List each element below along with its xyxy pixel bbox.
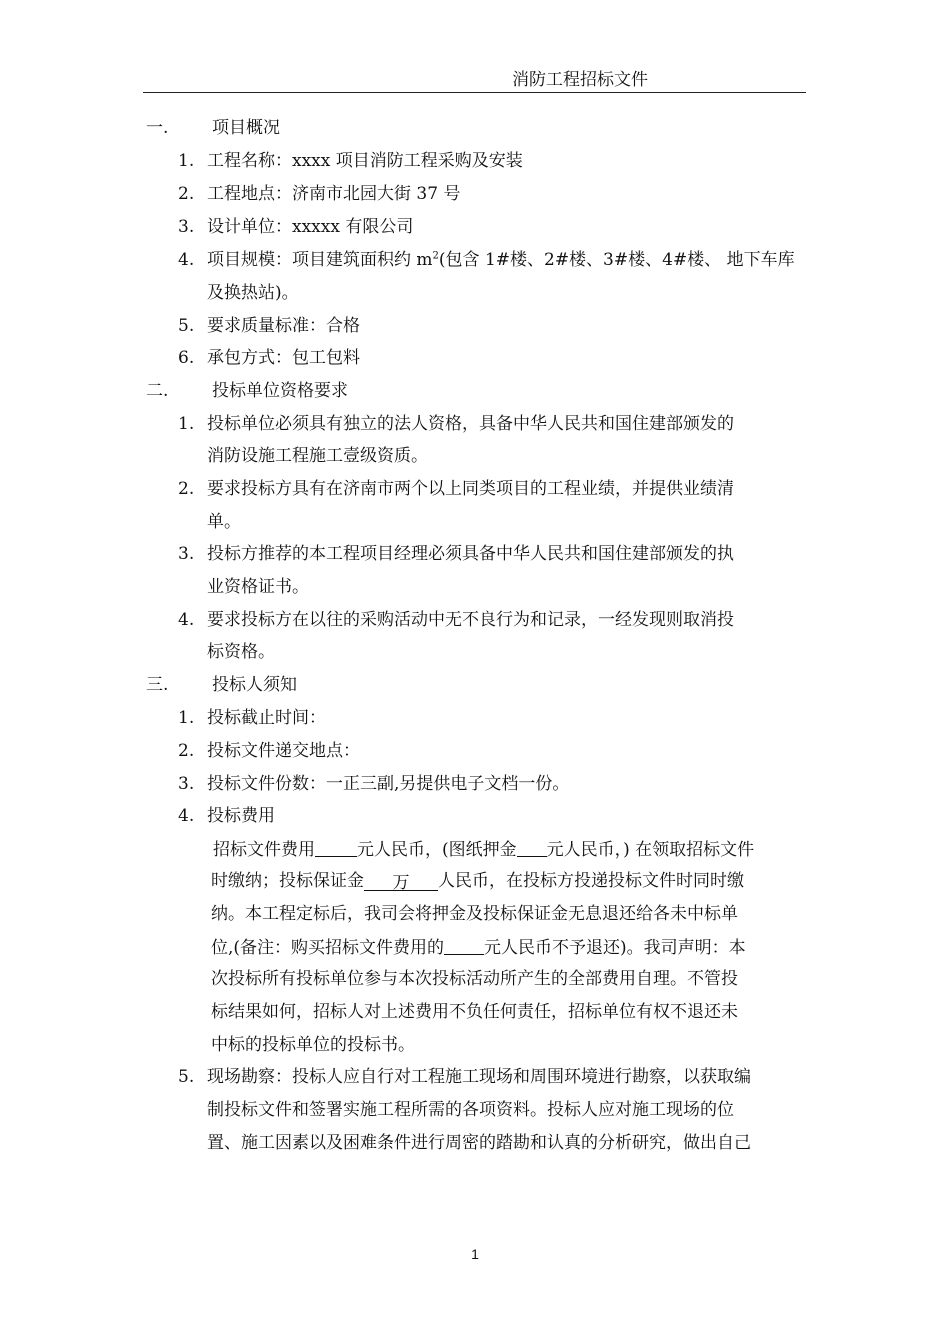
- item-continuation: 业资格证书。: [207, 577, 309, 597]
- item-text: 要求投标方具有在济南市两个以上同类项目的工程业绩，并提供业绩清: [207, 479, 734, 499]
- item-number: 3.: [178, 544, 195, 564]
- blank-underline: [517, 838, 547, 857]
- item-text: 要求投标方在以往的采购活动中无不良行为和记录，一经发现则取消投: [207, 610, 734, 630]
- item-text: 投标单位必须具有独立的法人资格，具备中华人民共和国住建部颁发的: [207, 414, 734, 434]
- paragraph-line: 标结果如何，招标人对上述费用不负任何责任，招标单位有权不退还未: [211, 1002, 738, 1022]
- item-number: 3.: [178, 217, 195, 237]
- section-title: 投标人须知: [212, 675, 297, 695]
- item-text: 投标方推荐的本工程项目经理必须具备中华人民共和国住建部颁发的执: [207, 544, 734, 564]
- item-text: 投标文件份数：一正三副,另提供电子文档一份。: [207, 774, 570, 794]
- section-heading-2: [146, 380, 348, 402]
- item-number: 1.: [178, 151, 195, 171]
- item-continuation: 消防设施工程施工壹级资质。: [207, 446, 428, 466]
- item-number: 3.: [178, 774, 195, 794]
- text-run: 时缴纳；投标保证金: [211, 871, 364, 891]
- text-run: 元人民币不予退还)。我司声明：本: [484, 938, 746, 958]
- section-heading-1: [146, 117, 280, 139]
- text-run: 人民币，在投标方投递投标文件时同时缴: [438, 871, 744, 891]
- item-number: 1.: [178, 708, 195, 728]
- paragraph-line: 次投标所有投标单位参与本次投标活动所产生的全部费用自理。不管投: [211, 969, 738, 989]
- paragraph-line: 中标的投标单位的投标书。: [211, 1035, 415, 1055]
- text-run: 元人民币，) 在领取招标文件: [546, 840, 755, 860]
- item-text: 设计单位：xxxxx 有限公司: [207, 217, 414, 237]
- item-number: 2.: [178, 184, 195, 204]
- item-continuation: 标资格。: [207, 642, 275, 662]
- page-number: 1: [471, 1246, 479, 1262]
- item-text-part: 项目规模：项目建筑面积约 m: [207, 250, 433, 270]
- item-text: 投标截止时间：: [207, 708, 326, 728]
- item-number: 2.: [178, 741, 195, 761]
- item-continuation: 及换热站)。: [207, 283, 299, 303]
- section-number: 一.: [146, 118, 169, 138]
- item-number: 1.: [178, 414, 195, 434]
- item-text: 要求质量标准：合格: [207, 316, 360, 336]
- item-text: 投标费用: [207, 806, 275, 826]
- text-run: 招标文件费用: [213, 840, 315, 860]
- item-text-part: (包含 1#楼、2#楼、3#楼、4#楼、 地下车库: [438, 250, 795, 270]
- paragraph-line: 纳。本工程定标后，我司会将押金及投标保证金无息退还给各未中标单: [211, 904, 738, 924]
- item-number: 4.: [178, 610, 195, 630]
- item-number: 4.: [178, 250, 195, 270]
- item-text: 工程地点：济南市北园大街 37 号: [207, 184, 461, 204]
- section-number: 三.: [146, 675, 169, 695]
- item-text: 投标文件递交地点：: [207, 741, 360, 761]
- item-number: 2.: [178, 479, 195, 499]
- item-number: 5.: [178, 316, 195, 336]
- text-run: 元人民币，(图纸押金: [357, 840, 517, 860]
- item-text: 承包方式：包工包料: [207, 348, 360, 368]
- header-rule: [143, 92, 806, 93]
- item-number: 6.: [178, 348, 195, 368]
- item-continuation: 置、施工因素以及困难条件进行周密的踏勘和认真的分析研究，做出自己: [207, 1133, 751, 1153]
- blank-underline: [444, 936, 484, 955]
- superscript: 2: [432, 250, 439, 262]
- item-number: 4.: [178, 806, 195, 826]
- section-number: 二.: [146, 381, 169, 401]
- document-header-title: 消防工程招标文件: [512, 70, 648, 90]
- item-text: [207, 249, 795, 271]
- item-text: 工程名称：xxxx 项目消防工程采购及安装: [207, 151, 523, 171]
- paragraph-line: [211, 870, 744, 892]
- item-text: 现场勘察：投标人应自行对工程施工现场和周围环境进行勘察，以获取编: [207, 1067, 751, 1087]
- section-heading-3: [146, 674, 297, 696]
- underlined-amount: 万: [364, 872, 438, 891]
- section-title: 投标单位资格要求: [212, 381, 348, 401]
- text-run: 位,(备注：购买招标文件费用的: [211, 938, 445, 958]
- paragraph-line: [211, 936, 746, 959]
- paragraph-line: [213, 838, 754, 861]
- item-number: 5.: [178, 1067, 195, 1087]
- blank-underline: [315, 838, 357, 857]
- item-continuation: 单。: [207, 512, 241, 532]
- section-title: 项目概况: [212, 118, 280, 138]
- item-continuation: 制投标文件和签署实施工程所需的各项资料。投标人应对施工现场的位: [207, 1100, 734, 1120]
